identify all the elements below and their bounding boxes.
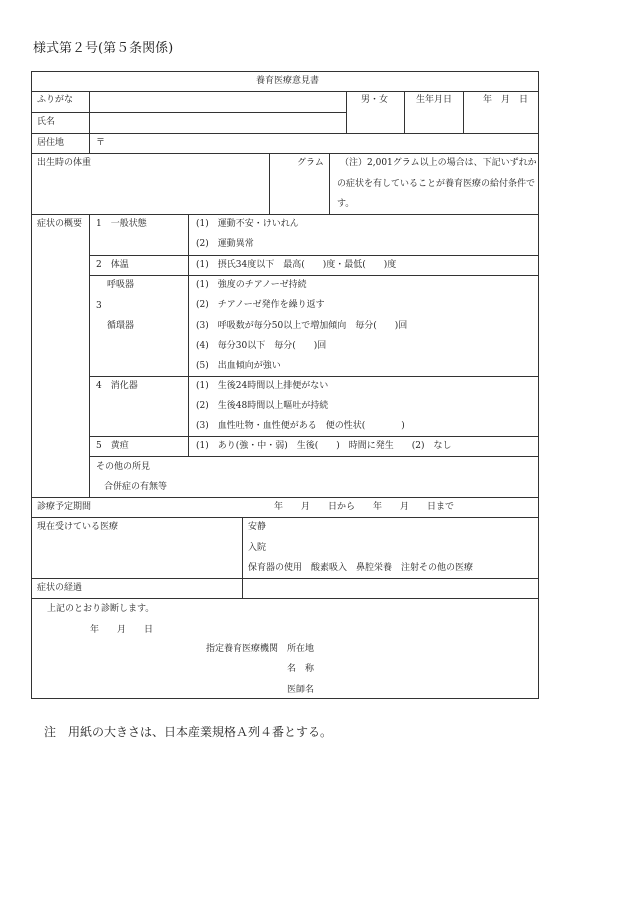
- form-number-heading: 様式第２号(第５条関係): [33, 41, 174, 56]
- general-condition-label: 1 一般状態: [96, 219, 147, 229]
- treatment-period-label: 診療予定期間: [37, 502, 92, 512]
- diagnosis-date-field[interactable]: 年 月 日: [90, 625, 154, 635]
- doctor-name-label: 医師名: [287, 685, 315, 695]
- general-item[interactable]: (1) 運動不安・けいれん: [196, 219, 299, 229]
- weight-note-line-3: す。: [337, 199, 355, 209]
- other-findings-field[interactable]: [189, 457, 538, 497]
- respiratory-item[interactable]: (5) 出血傾向が強い: [196, 361, 281, 371]
- weight-note-line-2: の症状を有していることが養育医療の給付条件で: [337, 179, 536, 189]
- digestive-item[interactable]: (1) 生後24時間以上排便がない: [196, 381, 329, 391]
- circulatory-label: 循環器: [107, 321, 135, 331]
- respiratory-item[interactable]: (1) 強度のチアノーゼ持続: [196, 280, 307, 290]
- respiratory-label: 呼吸器: [107, 280, 135, 290]
- address-field[interactable]: 〒: [96, 138, 106, 148]
- respiratory-item[interactable]: (2) チアノーゼ発作を繰り返す: [196, 300, 325, 310]
- diagnosis-statement: 上記のとおり診断します。: [47, 604, 155, 614]
- current-treatment-label: 現在受けている医療: [37, 522, 119, 532]
- paper-size-footnote: 注 用紙の大きさは、日本産業規格Ａ列４番とする。: [44, 725, 333, 739]
- dob-label: 生年月日: [416, 95, 453, 105]
- general-item[interactable]: (2) 運動異常: [196, 239, 254, 249]
- name-label: 氏名: [37, 117, 56, 127]
- progress-label: 症状の経過: [37, 583, 83, 593]
- weight-note-line-1: （注）2,001グラム以上の場合は、下記いずれか: [340, 158, 537, 168]
- respiratory-item[interactable]: (3) 呼吸数が毎分50以上で増加傾向 毎分( )回: [196, 321, 408, 331]
- temperature-label: 2 体温: [96, 260, 129, 270]
- treatment-item[interactable]: 安静: [248, 522, 267, 532]
- complications-label: 合併症の有無等: [104, 482, 168, 492]
- form-title: 養育医療意見書: [256, 76, 320, 86]
- name-field[interactable]: [90, 113, 346, 133]
- furigana-field[interactable]: [90, 92, 346, 112]
- jaundice-label: 5 黄疸: [96, 441, 129, 451]
- respiratory-item[interactable]: (4) 毎分30以下 毎分( )回: [196, 341, 327, 351]
- address-label: 居住地: [37, 138, 65, 148]
- dob-field[interactable]: 年 月 日: [483, 95, 529, 105]
- gender-selector[interactable]: 男・女: [361, 95, 389, 105]
- treatment-item[interactable]: 入院: [248, 543, 267, 553]
- treatment-period-field[interactable]: 年 月 日から 年 月 日まで: [274, 502, 455, 512]
- digestive-label: 4 消化器: [96, 381, 138, 391]
- institution-address-label: 指定養育医療機関 所在地: [206, 644, 315, 654]
- respiratory-number: 3: [96, 301, 102, 311]
- jaundice-item[interactable]: (1) あり(強・中・弱) 生後( ) 時間に発生 (2) なし: [196, 441, 452, 451]
- progress-field[interactable]: [243, 579, 538, 598]
- birth-weight-label: 出生時の体重: [37, 158, 92, 168]
- gram-unit: グラム: [297, 158, 324, 168]
- symptoms-label: 症状の概要: [37, 219, 83, 229]
- other-findings-label: その他の所見: [96, 462, 151, 472]
- furigana-label: ふりがな: [37, 95, 74, 105]
- treatment-item[interactable]: 保育器の使用 酸素吸入 鼻腔栄養 注射その他の医療: [248, 563, 474, 573]
- institution-name-label: 名 称: [287, 664, 315, 674]
- digestive-item[interactable]: (3) 血性吐物・血性便がある 便の性状( ): [196, 421, 405, 431]
- digestive-item[interactable]: (2) 生後48時間以上嘔吐が持続: [196, 401, 329, 411]
- temperature-item[interactable]: (1) 摂氏34度以下 最高( )度・最低( )度: [196, 260, 397, 270]
